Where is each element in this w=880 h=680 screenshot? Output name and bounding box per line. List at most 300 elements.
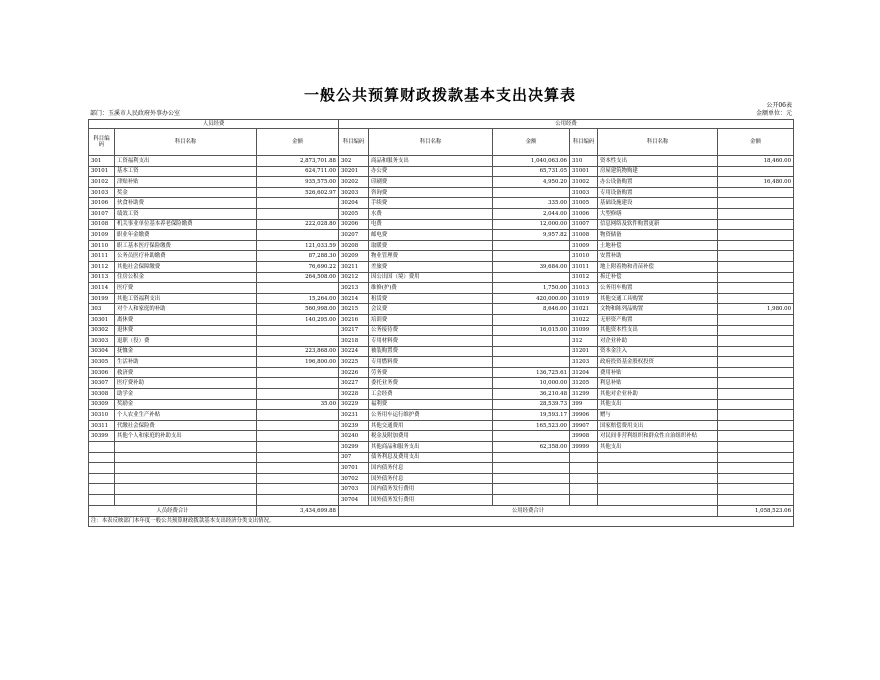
amount-cell: 36,210.48 <box>493 389 570 400</box>
amount-cell <box>718 357 794 368</box>
name-cell: 房屋建筑物购建 <box>598 166 718 177</box>
table-row <box>89 378 794 389</box>
code-cell: 31022 <box>570 314 598 325</box>
name-cell: 其他工资福利支出 <box>115 293 257 304</box>
table-row <box>89 166 794 177</box>
code-cell: 30226 <box>339 367 369 378</box>
table-row <box>89 198 794 209</box>
name-cell: 公务用车运行维护费 <box>369 410 493 421</box>
code-cell: 30308 <box>89 389 115 400</box>
amount-cell: 196,800.00 <box>257 357 339 368</box>
amount-cell <box>718 410 794 421</box>
amount-cell <box>718 336 794 347</box>
code-cell: 31010 <box>570 251 598 262</box>
amount-cell: 16,015.00 <box>493 325 570 336</box>
name-cell: 印刷费 <box>369 177 493 188</box>
amount-cell <box>257 431 339 442</box>
amount-cell: 19,593.17 <box>493 410 570 421</box>
name-cell: 物资储备 <box>598 230 718 241</box>
name-cell <box>598 495 718 506</box>
code-cell: 30212 <box>339 272 369 283</box>
amount-cell <box>718 251 794 262</box>
table-row <box>89 293 794 304</box>
code-cell <box>89 473 115 484</box>
name-cell <box>598 473 718 484</box>
amount-cell: 4,950.20 <box>493 177 570 188</box>
amount-cell <box>493 431 570 442</box>
name-cell: 被装购置费 <box>369 346 493 357</box>
table-row <box>89 230 794 241</box>
group-header-public: 公用经费 <box>339 120 794 129</box>
personnel-total-value: 3,434,699.88 <box>257 505 339 516</box>
name-cell: 安置补助 <box>598 251 718 262</box>
name-cell: 文物和陈列品购置 <box>598 304 718 315</box>
name-cell: 抚恤金 <box>115 346 257 357</box>
amount-cell <box>718 473 794 484</box>
code-cell: 30229 <box>339 399 369 410</box>
amount-cell <box>257 336 339 347</box>
public-total-value: 1,058,523.06 <box>718 505 794 516</box>
code-cell: 30311 <box>89 420 115 431</box>
code-cell: 30307 <box>89 378 115 389</box>
table-row <box>89 410 794 421</box>
amount-cell: 121,033.59 <box>257 240 339 251</box>
name-cell: 工资福利支出 <box>115 156 257 167</box>
table-row <box>89 367 794 378</box>
code-cell: 30309 <box>89 399 115 410</box>
amount-cell: 223,868.00 <box>257 346 339 357</box>
header-name: 科目名称 <box>598 129 718 156</box>
amount-cell <box>493 272 570 283</box>
code-cell: 310 <box>570 156 598 167</box>
amount-cell <box>718 399 794 410</box>
code-cell <box>570 463 598 474</box>
code-cell: 30108 <box>89 219 115 230</box>
code-cell: 30224 <box>339 346 369 357</box>
code-cell: 30306 <box>89 367 115 378</box>
table-row <box>89 272 794 283</box>
table-row <box>89 389 794 400</box>
amount-cell <box>493 314 570 325</box>
name-cell: 退职（役）费 <box>115 336 257 347</box>
code-cell: 30225 <box>339 357 369 368</box>
code-cell: 30203 <box>339 187 369 198</box>
table-row <box>89 442 794 453</box>
amount-cell <box>718 240 794 251</box>
table-row <box>89 399 794 410</box>
code-cell: 30204 <box>339 198 369 209</box>
name-cell: 专用设备购置 <box>598 187 718 198</box>
department-label: 部门：玉溪市人民政府外事办公室 <box>90 110 181 117</box>
table-row <box>89 431 794 442</box>
amount-cell <box>718 166 794 177</box>
amount-cell <box>718 420 794 431</box>
code-cell: 30209 <box>339 251 369 262</box>
code-cell: 31011 <box>570 261 598 272</box>
unit-label: 金额单位：元 <box>755 110 792 117</box>
name-cell <box>598 484 718 495</box>
name-cell: 因公出国（境）费用 <box>369 272 493 283</box>
name-cell: 公务接待费 <box>369 325 493 336</box>
code-cell <box>89 463 115 474</box>
amount-cell <box>493 473 570 484</box>
name-cell: 机关事业单位基本养老保险缴费 <box>115 219 257 230</box>
amount-cell: 1,750.00 <box>493 283 570 294</box>
name-cell: 对民间非营利组织和群众性自治组织补贴 <box>598 431 718 442</box>
amount-cell: 420,000.00 <box>493 293 570 304</box>
table-row <box>89 463 794 474</box>
name-cell <box>115 442 257 453</box>
code-cell: 30703 <box>339 484 369 495</box>
code-cell: 30109 <box>89 230 115 241</box>
code-cell: 30299 <box>339 442 369 453</box>
name-cell: 伙食补助费 <box>115 198 257 209</box>
amount-cell: 28,539.73 <box>493 399 570 410</box>
name-cell: 住房公积金 <box>115 272 257 283</box>
amount-cell <box>718 389 794 400</box>
amount-cell <box>718 495 794 506</box>
amount-cell <box>257 378 339 389</box>
name-cell: 咨询费 <box>369 187 493 198</box>
table-row <box>89 484 794 495</box>
amount-cell: 140,295.00 <box>257 314 339 325</box>
code-cell: 30106 <box>89 198 115 209</box>
name-cell: 基础设施建设 <box>598 198 718 209</box>
amount-cell <box>493 357 570 368</box>
name-cell: 绩效工资 <box>115 208 257 219</box>
code-cell: 30202 <box>339 177 369 188</box>
name-cell: 对个人和家庭的补助 <box>115 304 257 315</box>
amount-cell <box>718 367 794 378</box>
amount-cell <box>718 452 794 463</box>
amount-cell <box>493 484 570 495</box>
code-cell: 31201 <box>570 346 598 357</box>
amount-cell <box>718 484 794 495</box>
amount-cell <box>718 463 794 474</box>
name-cell: 信息网络及软件购置更新 <box>598 219 718 230</box>
public-total-label: 公用经费合计 <box>339 505 718 516</box>
code-cell: 31002 <box>570 177 598 188</box>
name-cell: 其他对企业补助 <box>598 389 718 400</box>
code-cell: 31012 <box>570 272 598 283</box>
amount-cell: 264,508.00 <box>257 272 339 283</box>
table-row <box>89 473 794 484</box>
header-code: 科目编码 <box>339 129 369 156</box>
name-cell: 其他支出 <box>598 399 718 410</box>
name-cell: 个人农业生产补贴 <box>115 410 257 421</box>
amount-cell <box>718 230 794 241</box>
amount-cell <box>718 208 794 219</box>
header-code: 科目编码 <box>89 129 115 156</box>
header-amount: 金额 <box>257 129 339 156</box>
name-cell: 专用燃料费 <box>369 357 493 368</box>
amount-cell: 222,028.80 <box>257 219 339 230</box>
group-header-personnel: 人员经费 <box>89 120 339 129</box>
name-cell: 取暖费 <box>369 240 493 251</box>
amount-cell <box>257 495 339 506</box>
name-cell: 奖励金 <box>115 399 257 410</box>
amount-cell <box>257 367 339 378</box>
table-row <box>89 420 794 431</box>
name-cell: 医疗费补助 <box>115 378 257 389</box>
name-cell <box>115 484 257 495</box>
personnel-total-label: 人员经费合计 <box>89 505 257 516</box>
code-cell: 301 <box>89 156 115 167</box>
amount-cell <box>718 187 794 198</box>
amount-cell: 624,711.00 <box>257 166 339 177</box>
amount-cell <box>257 208 339 219</box>
name-cell: 利息补贴 <box>598 378 718 389</box>
code-cell: 30302 <box>89 325 115 336</box>
amount-cell <box>718 325 794 336</box>
name-cell <box>115 452 257 463</box>
code-cell: 307 <box>339 452 369 463</box>
name-cell: 生活补助 <box>115 357 257 368</box>
table-row <box>89 495 794 506</box>
name-cell: 其他交通工具购置 <box>598 293 718 304</box>
code-cell <box>89 452 115 463</box>
amount-cell <box>718 198 794 209</box>
code-cell: 30101 <box>89 166 115 177</box>
amount-cell <box>718 314 794 325</box>
table-row <box>89 452 794 463</box>
amount-cell <box>257 420 339 431</box>
amount-cell <box>257 452 339 463</box>
code-cell: 30107 <box>89 208 115 219</box>
code-cell: 39908 <box>570 431 598 442</box>
amount-cell: 9,957.82 <box>493 230 570 241</box>
name-cell: 手续费 <box>369 198 493 209</box>
name-cell: 租赁费 <box>369 293 493 304</box>
code-cell: 31007 <box>570 219 598 230</box>
amount-cell <box>257 463 339 474</box>
amount-cell <box>718 283 794 294</box>
table-row <box>89 219 794 230</box>
name-cell: 差旅费 <box>369 261 493 272</box>
code-cell <box>89 495 115 506</box>
name-cell: 水费 <box>369 208 493 219</box>
name-cell: 其他社会保障缴费 <box>115 261 257 272</box>
amount-cell: 1,980.00 <box>718 304 794 315</box>
name-cell: 债务利息及费用支出 <box>369 452 493 463</box>
name-cell: 商品和服务支出 <box>369 156 493 167</box>
name-cell: 政府投资基金股权投资 <box>598 357 718 368</box>
amount-cell <box>493 187 570 198</box>
amount-cell: 10,000.00 <box>493 378 570 389</box>
amount-cell: 62,358.00 <box>493 442 570 453</box>
code-cell: 30239 <box>339 420 369 431</box>
amount-cell: 18,460.00 <box>718 156 794 167</box>
name-cell: 医疗费 <box>115 283 257 294</box>
header-amount: 金额 <box>493 129 570 156</box>
table-row <box>89 346 794 357</box>
code-cell: 30217 <box>339 325 369 336</box>
code-cell: 30201 <box>339 166 369 177</box>
code-cell: 39999 <box>570 442 598 453</box>
code-cell: 303 <box>89 304 115 315</box>
amount-cell <box>718 261 794 272</box>
header-amount: 金额 <box>718 129 794 156</box>
code-cell: 30205 <box>339 208 369 219</box>
name-cell: 公务用车购置 <box>598 283 718 294</box>
name-cell: 国内债务发行费用 <box>369 484 493 495</box>
name-cell: 邮电费 <box>369 230 493 241</box>
code-cell: 30704 <box>339 495 369 506</box>
amount-cell <box>493 346 570 357</box>
code-cell: 30214 <box>339 293 369 304</box>
code-cell: 31003 <box>570 187 598 198</box>
name-cell: 职工基本医疗保险缴费 <box>115 240 257 251</box>
table-row <box>89 261 794 272</box>
code-cell <box>89 442 115 453</box>
name-cell: 赠与 <box>598 410 718 421</box>
name-cell: 专用材料费 <box>369 336 493 347</box>
amount-cell: 335.00 <box>493 198 570 209</box>
code-cell: 30240 <box>339 431 369 442</box>
table-row <box>89 357 794 368</box>
amount-cell <box>257 473 339 484</box>
table-row <box>89 240 794 251</box>
amount-cell <box>718 346 794 357</box>
code-cell: 30303 <box>89 336 115 347</box>
name-cell: 无形资产购置 <box>598 314 718 325</box>
name-cell: 税金及附加费用 <box>369 431 493 442</box>
code-cell: 31203 <box>570 357 598 368</box>
name-cell: 职业年金缴费 <box>115 230 257 241</box>
name-cell: 国家赔偿费用支出 <box>598 420 718 431</box>
table-row <box>89 208 794 219</box>
name-cell: 地上附着物和青苗补偿 <box>598 261 718 272</box>
name-cell: 其他商品和服务支出 <box>369 442 493 453</box>
code-cell: 31013 <box>570 283 598 294</box>
amount-cell: 2,873,701.88 <box>257 156 339 167</box>
amount-cell <box>493 251 570 262</box>
name-cell: 国外债务付息 <box>369 473 493 484</box>
code-cell: 31204 <box>570 367 598 378</box>
code-cell: 30113 <box>89 272 115 283</box>
table-row <box>89 304 794 315</box>
name-cell: 土地补偿 <box>598 240 718 251</box>
amount-cell <box>257 484 339 495</box>
form-code: 公开06表 <box>766 102 792 109</box>
code-cell: 30199 <box>89 293 115 304</box>
name-cell: 基本工资 <box>115 166 257 177</box>
name-cell <box>598 452 718 463</box>
code-cell: 30702 <box>339 473 369 484</box>
code-cell: 31009 <box>570 240 598 251</box>
code-cell: 31001 <box>570 166 598 177</box>
code-cell: 30112 <box>89 261 115 272</box>
code-cell: 30304 <box>89 346 115 357</box>
name-cell: 公务员医疗补助缴费 <box>115 251 257 262</box>
amount-cell: 87,288.30 <box>257 251 339 262</box>
code-cell: 39906 <box>570 410 598 421</box>
amount-cell: 39,684.00 <box>493 261 570 272</box>
name-cell: 维修(护)费 <box>369 283 493 294</box>
code-cell: 30206 <box>339 219 369 230</box>
name-cell <box>598 463 718 474</box>
code-cell: 30701 <box>339 463 369 474</box>
code-cell: 30215 <box>339 304 369 315</box>
name-cell: 奖金 <box>115 187 257 198</box>
name-cell: 费用补贴 <box>598 367 718 378</box>
amount-cell <box>718 431 794 442</box>
table-note: 注：本表反映部门本年度一般公共预算财政拨款基本支出经济分类支出情况。 <box>89 516 794 527</box>
name-cell: 物业管理费 <box>369 251 493 262</box>
code-cell <box>570 452 598 463</box>
code-cell: 30310 <box>89 410 115 421</box>
amount-cell <box>718 442 794 453</box>
name-cell: 其他支出 <box>598 442 718 453</box>
amount-cell <box>257 198 339 209</box>
amount-cell <box>718 272 794 283</box>
code-cell: 39907 <box>570 420 598 431</box>
amount-cell: 16,480.00 <box>718 177 794 188</box>
name-cell: 津贴补贴 <box>115 177 257 188</box>
table-row <box>89 283 794 294</box>
code-cell: 30211 <box>339 261 369 272</box>
code-cell: 30114 <box>89 283 115 294</box>
table-row <box>89 187 794 198</box>
table-row <box>89 314 794 325</box>
amount-cell: 12,000.00 <box>493 219 570 230</box>
code-cell <box>570 495 598 506</box>
name-cell: 离休费 <box>115 314 257 325</box>
code-cell: 312 <box>570 336 598 347</box>
code-cell: 30216 <box>339 314 369 325</box>
name-cell: 拆迁补偿 <box>598 272 718 283</box>
amount-cell: 560,998.00 <box>257 304 339 315</box>
amount-cell <box>257 442 339 453</box>
code-cell: 30103 <box>89 187 115 198</box>
name-cell: 委托业务费 <box>369 378 493 389</box>
name-cell: 助学金 <box>115 389 257 400</box>
code-cell <box>89 484 115 495</box>
amount-cell <box>257 230 339 241</box>
name-cell: 国外债务发行费用 <box>369 495 493 506</box>
code-cell: 30218 <box>339 336 369 347</box>
name-cell: 办公费 <box>369 166 493 177</box>
amount-cell: 2,044.00 <box>493 208 570 219</box>
amount-cell <box>493 336 570 347</box>
report-title: 一般公共预算财政拨款基本支出决算表 <box>303 86 576 104</box>
code-cell: 30207 <box>339 230 369 241</box>
name-cell: 其他个人和家庭的补助支出 <box>115 431 257 442</box>
code-cell: 30227 <box>339 378 369 389</box>
code-cell: 30231 <box>339 410 369 421</box>
name-cell: 资本性支出 <box>598 156 718 167</box>
table-row <box>89 177 794 188</box>
header-name: 科目名称 <box>115 129 257 156</box>
code-cell: 30305 <box>89 357 115 368</box>
code-cell <box>570 473 598 484</box>
amount-cell <box>257 283 339 294</box>
name-cell: 国内债务付息 <box>369 463 493 474</box>
expenditure-table <box>88 119 794 527</box>
name-cell: 对企业补助 <box>598 336 718 347</box>
name-cell: 劳务费 <box>369 367 493 378</box>
amount-cell: 935,575.00 <box>257 177 339 188</box>
amount-cell <box>257 410 339 421</box>
name-cell: 培训费 <box>369 314 493 325</box>
name-cell <box>115 495 257 506</box>
name-cell: 工会经费 <box>369 389 493 400</box>
name-cell: 资本金注入 <box>598 346 718 357</box>
code-cell: 31006 <box>570 208 598 219</box>
table-row <box>89 336 794 347</box>
amount-cell <box>493 452 570 463</box>
code-cell: 30208 <box>339 240 369 251</box>
